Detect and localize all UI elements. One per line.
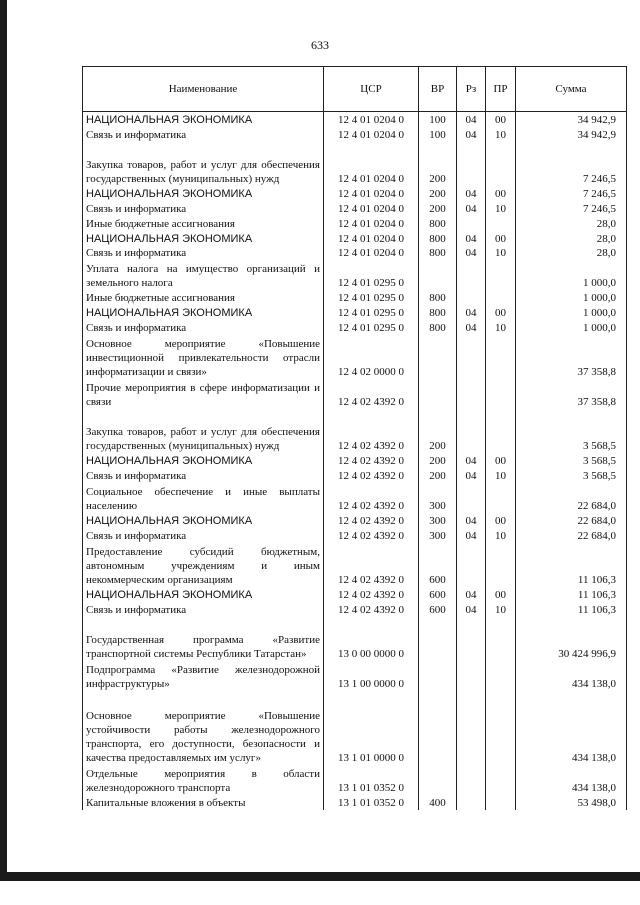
row-rz-cell [457, 379, 486, 409]
row-csr-cell: 12 4 02 4392 0 [324, 587, 419, 602]
row-rz-cell [457, 409, 486, 454]
page-number: 633 [311, 38, 329, 52]
table-row [83, 602, 627, 617]
row-rz-cell [457, 216, 486, 231]
row-rz-cell [457, 335, 486, 380]
header-vr: ВР [419, 67, 457, 112]
row-sum-cell: 3 568,5 [516, 453, 627, 468]
row-name-cell: Связь и информатика [83, 320, 324, 335]
table-row [83, 691, 627, 765]
row-vr-cell: 300 [419, 483, 457, 513]
row-pr-cell [486, 661, 516, 691]
row-rz-cell: 04 [457, 305, 486, 320]
row-sum-cell: 434 138,0 [516, 691, 627, 765]
row-name-cell: НАЦИОНАЛЬНАЯ ЭКОНОМИКА [83, 513, 324, 528]
row-pr-cell [486, 290, 516, 305]
row-csr-cell: 12 4 02 4392 0 [324, 513, 419, 528]
row-vr-cell: 200 [419, 186, 457, 201]
row-rz-cell: 04 [457, 528, 486, 543]
row-sum-cell: 22 684,0 [516, 513, 627, 528]
table-row [83, 201, 627, 216]
row-vr-cell: 800 [419, 231, 457, 246]
row-csr-cell: 12 4 02 4392 0 [324, 379, 419, 409]
row-name-cell: НАЦИОНАЛЬНАЯ ЭКОНОМИКА [83, 453, 324, 468]
row-name-cell: Иные бюджетные ассигнования [83, 216, 324, 231]
row-rz-cell: 04 [457, 602, 486, 617]
row-vr-cell: 800 [419, 305, 457, 320]
table-row [83, 483, 627, 513]
table-row [83, 617, 627, 662]
row-name-cell: Прочие мероприятия в сфере информатизации и связи [83, 379, 324, 409]
row-sum-cell: 7 246,5 [516, 201, 627, 216]
row-rz-cell: 04 [457, 186, 486, 201]
row-vr-cell [419, 379, 457, 409]
row-sum-cell: 53 498,0 [516, 795, 627, 810]
row-sum-cell: 1 000,0 [516, 305, 627, 320]
row-name-cell: Предоставление субсидий бюджетным, автономным учреждениям и иным некоммерческим организациям [83, 543, 324, 588]
row-csr-cell: 12 4 02 4392 0 [324, 483, 419, 513]
header-sum: Сумма [516, 67, 627, 112]
row-vr-cell [419, 661, 457, 691]
row-sum-cell: 434 138,0 [516, 765, 627, 795]
row-csr-cell: 13 1 01 0352 0 [324, 765, 419, 795]
row-vr-cell: 600 [419, 543, 457, 588]
row-pr-cell [486, 483, 516, 513]
row-name-cell: Связь и информатика [83, 528, 324, 543]
table-row [83, 305, 627, 320]
row-name-cell: НАЦИОНАЛЬНАЯ ЭКОНОМИКА [83, 186, 324, 201]
table-row [83, 216, 627, 231]
row-csr-cell: 12 4 01 0204 0 [324, 127, 419, 142]
row-rz-cell: 04 [457, 468, 486, 483]
row-vr-cell: 600 [419, 602, 457, 617]
row-pr-cell: 00 [486, 305, 516, 320]
row-pr-cell [486, 142, 516, 187]
row-name-cell: Закупка товаров, работ и услуг для обеспечения государственных (муниципальных) нужд [83, 409, 324, 454]
row-sum-cell: 34 942,9 [516, 127, 627, 142]
row-pr-cell: 10 [486, 127, 516, 142]
row-pr-cell: 00 [486, 186, 516, 201]
row-pr-cell [486, 795, 516, 810]
row-sum-cell: 30 424 996,9 [516, 617, 627, 662]
row-csr-cell: 12 4 01 0204 0 [324, 246, 419, 261]
row-name-cell: Закупка товаров, работ и услуг для обеспечения государственных (муниципальных) нужд [83, 142, 324, 187]
row-name-cell: Основное мероприятие «Повышение инвестиционной привлекательности отрасли информатизации и связи» [83, 335, 324, 380]
row-name-cell: Иные бюджетные ассигнования [83, 290, 324, 305]
row-vr-cell [419, 691, 457, 765]
row-vr-cell: 800 [419, 216, 457, 231]
table-row [83, 587, 627, 602]
row-csr-cell: 12 4 02 4392 0 [324, 602, 419, 617]
table-row [83, 468, 627, 483]
row-csr-cell: 13 1 00 0000 0 [324, 661, 419, 691]
table-row [83, 231, 627, 246]
row-sum-cell: 1 000,0 [516, 260, 627, 290]
row-sum-cell: 37 358,8 [516, 335, 627, 380]
row-vr-cell [419, 765, 457, 795]
table-row [83, 260, 627, 290]
budget-table [82, 66, 627, 810]
row-vr-cell: 200 [419, 468, 457, 483]
row-csr-cell: 12 4 01 0204 0 [324, 201, 419, 216]
row-pr-cell [486, 379, 516, 409]
row-rz-cell [457, 260, 486, 290]
table-row [83, 409, 627, 454]
table-row [83, 765, 627, 795]
row-vr-cell: 200 [419, 409, 457, 454]
row-csr-cell: 12 4 02 4392 0 [324, 528, 419, 543]
row-vr-cell [419, 335, 457, 380]
table-row [83, 795, 627, 810]
row-sum-cell: 3 568,5 [516, 468, 627, 483]
row-sum-cell: 7 246,5 [516, 186, 627, 201]
scan-edge-left [0, 0, 7, 880]
row-pr-cell: 10 [486, 468, 516, 483]
row-sum-cell: 11 106,3 [516, 602, 627, 617]
table-row [83, 290, 627, 305]
row-name-cell: Социальное обеспечение и иные выплаты населению [83, 483, 324, 513]
row-rz-cell [457, 290, 486, 305]
row-vr-cell: 200 [419, 453, 457, 468]
table-row [83, 320, 627, 335]
row-pr-cell: 10 [486, 201, 516, 216]
row-name-cell: Связь и информатика [83, 246, 324, 261]
row-pr-cell [486, 335, 516, 380]
row-csr-cell: 12 4 02 4392 0 [324, 543, 419, 588]
row-sum-cell: 434 138,0 [516, 661, 627, 691]
row-vr-cell: 800 [419, 246, 457, 261]
row-rz-cell: 04 [457, 587, 486, 602]
row-name-cell: НАЦИОНАЛЬНАЯ ЭКОНОМИКА [83, 305, 324, 320]
header-pr: ПР [486, 67, 516, 112]
row-rz-cell [457, 142, 486, 187]
row-rz-cell: 04 [457, 231, 486, 246]
row-rz-cell [457, 543, 486, 588]
table-row [83, 528, 627, 543]
row-rz-cell: 04 [457, 453, 486, 468]
row-csr-cell: 12 4 01 0204 0 [324, 216, 419, 231]
table-row [83, 142, 627, 187]
row-pr-cell: 00 [486, 513, 516, 528]
table-row [83, 127, 627, 142]
row-csr-cell: 12 4 02 4392 0 [324, 453, 419, 468]
row-csr-cell: 12 4 01 0204 0 [324, 231, 419, 246]
row-pr-cell [486, 765, 516, 795]
row-rz-cell [457, 483, 486, 513]
row-csr-cell: 12 4 02 4392 0 [324, 409, 419, 454]
row-csr-cell: 12 4 01 0204 0 [324, 112, 419, 127]
row-pr-cell: 00 [486, 112, 516, 127]
row-pr-cell [486, 216, 516, 231]
row-sum-cell: 3 568,5 [516, 409, 627, 454]
scan-edge-bottom [0, 872, 640, 881]
row-name-cell: Связь и информатика [83, 468, 324, 483]
row-vr-cell [419, 260, 457, 290]
row-sum-cell: 28,0 [516, 246, 627, 261]
row-name-cell: Государственная программа «Развитие транспортной системы Республики Татарстан» [83, 617, 324, 662]
row-csr-cell: 12 4 01 0295 0 [324, 320, 419, 335]
row-name-cell: НАЦИОНАЛЬНАЯ ЭКОНОМИКА [83, 112, 324, 127]
header-csr: ЦСР [324, 67, 419, 112]
row-pr-cell [486, 691, 516, 765]
table-row [83, 335, 627, 380]
row-pr-cell: 10 [486, 528, 516, 543]
row-sum-cell: 28,0 [516, 216, 627, 231]
row-rz-cell [457, 661, 486, 691]
row-sum-cell: 11 106,3 [516, 587, 627, 602]
row-pr-cell [486, 260, 516, 290]
table-row [83, 112, 627, 127]
row-rz-cell: 04 [457, 513, 486, 528]
table-header [83, 67, 627, 112]
row-pr-cell [486, 617, 516, 662]
row-pr-cell: 00 [486, 231, 516, 246]
row-sum-cell: 7 246,5 [516, 142, 627, 187]
row-rz-cell: 04 [457, 320, 486, 335]
row-rz-cell: 04 [457, 201, 486, 216]
table-row [83, 453, 627, 468]
row-sum-cell: 22 684,0 [516, 528, 627, 543]
row-rz-cell [457, 617, 486, 662]
table-row [83, 379, 627, 409]
row-vr-cell: 400 [419, 795, 457, 810]
row-csr-cell: 12 4 01 0295 0 [324, 305, 419, 320]
row-pr-cell [486, 543, 516, 588]
row-rz-cell: 04 [457, 112, 486, 127]
row-csr-cell: 12 4 01 0295 0 [324, 260, 419, 290]
header-name: Наименование [83, 67, 324, 112]
row-name-cell: Уплата налога на имущество организаций и земельного налога [83, 260, 324, 290]
row-vr-cell: 100 [419, 112, 457, 127]
row-vr-cell: 800 [419, 320, 457, 335]
row-vr-cell: 200 [419, 142, 457, 187]
row-sum-cell: 11 106,3 [516, 543, 627, 588]
row-pr-cell: 00 [486, 587, 516, 602]
table-row [83, 246, 627, 261]
row-rz-cell: 04 [457, 246, 486, 261]
row-csr-cell: 12 4 01 0204 0 [324, 186, 419, 201]
row-name-cell: Подпрограмма «Развитие железнодорожной инфраструктуры» [83, 661, 324, 691]
row-csr-cell: 12 4 01 0295 0 [324, 290, 419, 305]
row-sum-cell: 1 000,0 [516, 320, 627, 335]
header-rz: Рз [457, 67, 486, 112]
row-vr-cell: 100 [419, 127, 457, 142]
row-csr-cell: 13 1 01 0000 0 [324, 691, 419, 765]
row-sum-cell: 1 000,0 [516, 290, 627, 305]
row-name-cell: Основное мероприятие «Повышение устойчивости работы железнодорожного транспорта, его доступности, безопасности и качества предоставляемых им услуг» [83, 691, 324, 765]
row-pr-cell: 10 [486, 320, 516, 335]
row-csr-cell: 12 4 02 0000 0 [324, 335, 419, 380]
row-name-cell: НАЦИОНАЛЬНАЯ ЭКОНОМИКА [83, 231, 324, 246]
row-csr-cell: 13 0 00 0000 0 [324, 617, 419, 662]
row-name-cell: Капитальные вложения в объекты [83, 795, 324, 810]
row-sum-cell: 28,0 [516, 231, 627, 246]
row-pr-cell: 10 [486, 246, 516, 261]
row-vr-cell: 800 [419, 290, 457, 305]
row-pr-cell: 00 [486, 453, 516, 468]
row-pr-cell [486, 409, 516, 454]
row-rz-cell [457, 795, 486, 810]
table-row [83, 186, 627, 201]
row-pr-cell: 10 [486, 602, 516, 617]
row-vr-cell: 200 [419, 201, 457, 216]
row-sum-cell: 22 684,0 [516, 483, 627, 513]
row-csr-cell: 13 1 01 0352 0 [324, 795, 419, 810]
row-vr-cell [419, 617, 457, 662]
table-row [83, 513, 627, 528]
row-csr-cell: 12 4 01 0204 0 [324, 142, 419, 187]
row-name-cell: Связь и информатика [83, 201, 324, 216]
table-row [83, 543, 627, 588]
table-body [83, 112, 627, 810]
table-row [83, 661, 627, 691]
row-vr-cell: 600 [419, 587, 457, 602]
row-rz-cell: 04 [457, 127, 486, 142]
row-rz-cell [457, 691, 486, 765]
row-name-cell: Отдельные мероприятия в области железнодорожного транспорта [83, 765, 324, 795]
row-rz-cell [457, 765, 486, 795]
row-name-cell: НАЦИОНАЛЬНАЯ ЭКОНОМИКА [83, 587, 324, 602]
row-vr-cell: 300 [419, 528, 457, 543]
row-sum-cell: 37 358,8 [516, 379, 627, 409]
row-csr-cell: 12 4 02 4392 0 [324, 468, 419, 483]
row-name-cell: Связь и информатика [83, 127, 324, 142]
row-name-cell: Связь и информатика [83, 602, 324, 617]
row-sum-cell: 34 942,9 [516, 112, 627, 127]
row-vr-cell: 300 [419, 513, 457, 528]
